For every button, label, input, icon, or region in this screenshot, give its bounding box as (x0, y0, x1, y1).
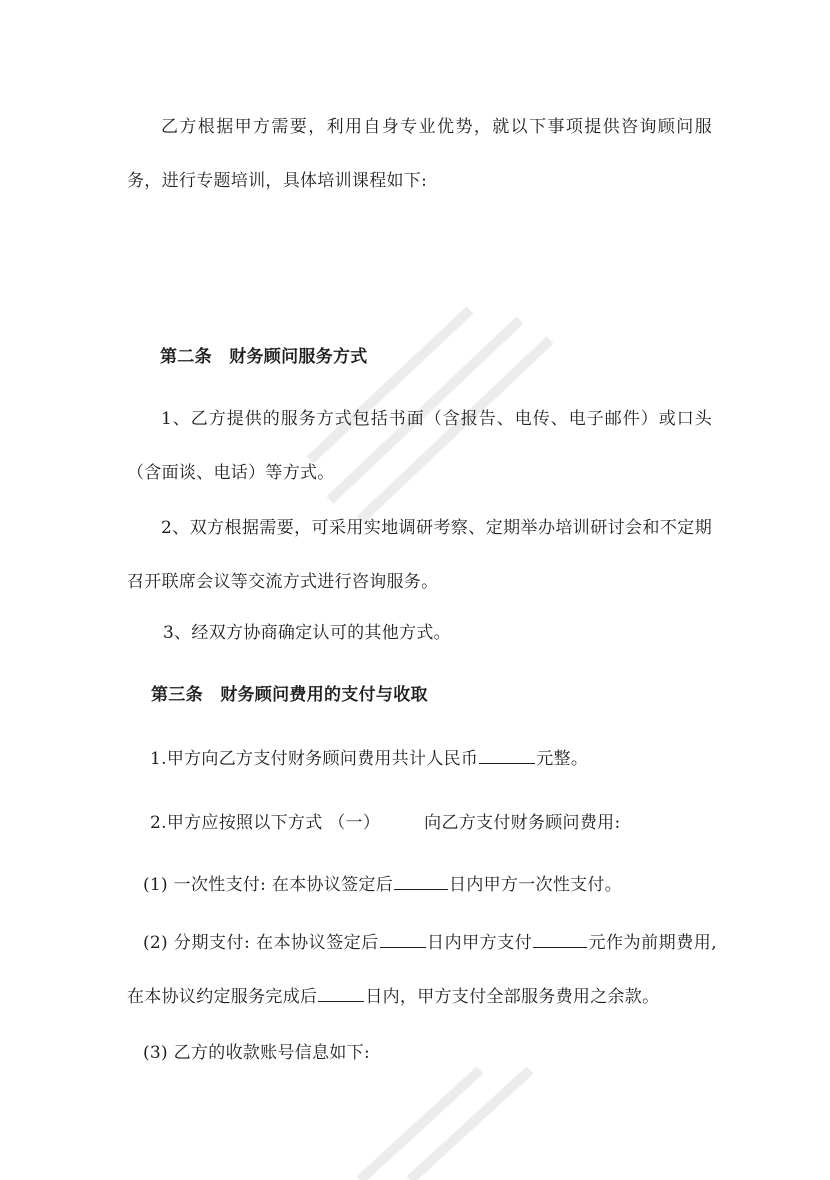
amount-blank (479, 743, 535, 764)
article3-item2 (150, 796, 720, 850)
prepay-amount-blank (533, 927, 587, 948)
payment-method-choice: （一） (328, 813, 381, 833)
article3-sub2-text-d: 在本协议约定服务完成后 (127, 987, 318, 1007)
days-blank-2 (380, 927, 426, 948)
intro-paragraph: 乙方根据甲方需要，利用自身专业优势，就以下事项提供咨询顾问服务，进行专题培训，具体培训课程如下: (127, 117, 712, 191)
article3-sub3: (3) 乙方的收款账号信息如下: (143, 1043, 371, 1063)
days-blank-1 (394, 869, 448, 890)
article3-sub2-text-e: 日内，甲方支付全部服务费用之余款。 (365, 987, 660, 1007)
article3-item1-suffix: 元整。 (536, 749, 589, 769)
article2-item1: 1、乙方提供的服务方式包括书面（含报告、电传、电子邮件）或口头（含面谈、电话）等方式。 (127, 409, 712, 483)
article3-heading: 第三条 财务顾问费用的支付与收取 (151, 685, 428, 705)
article3-sub2-text-a: (2) 分期支付: 在本协议签定后 (143, 933, 379, 953)
article3-sub2 (127, 916, 717, 1024)
article3-sub2-text-b: 日内甲方支付 (426, 933, 533, 953)
article3-sub1 (143, 858, 723, 912)
article2-item2: 2、双方根据需要，可采用实地调研考察、定期举办培训研讨会和不定期召开联席会议等交流方式进行咨询服务。 (127, 518, 712, 592)
days-blank-3 (318, 981, 364, 1002)
article3-item1 (150, 732, 720, 786)
article3-sub2-text-c: 元作为前期费用, (588, 933, 717, 953)
article2-heading: 第二条 财务顾问服务方式 (160, 347, 368, 367)
article3-item2-text: 2.甲方应按照以下方式 (150, 813, 323, 833)
article3-item1-text: 1.甲方向乙方支付财务顾问费用共计人民币 (150, 749, 479, 769)
article3-sub1-suffix: 日内甲方一次性支付。 (449, 875, 623, 895)
article2-item3: 3、经双方协商确定认可的其他方式。 (163, 623, 451, 643)
article3-sub1-text: (1) 一次性支付: 在本协议签定后 (143, 875, 394, 895)
article3-item2-suffix: 向乙方支付财务顾问费用: (424, 813, 621, 833)
